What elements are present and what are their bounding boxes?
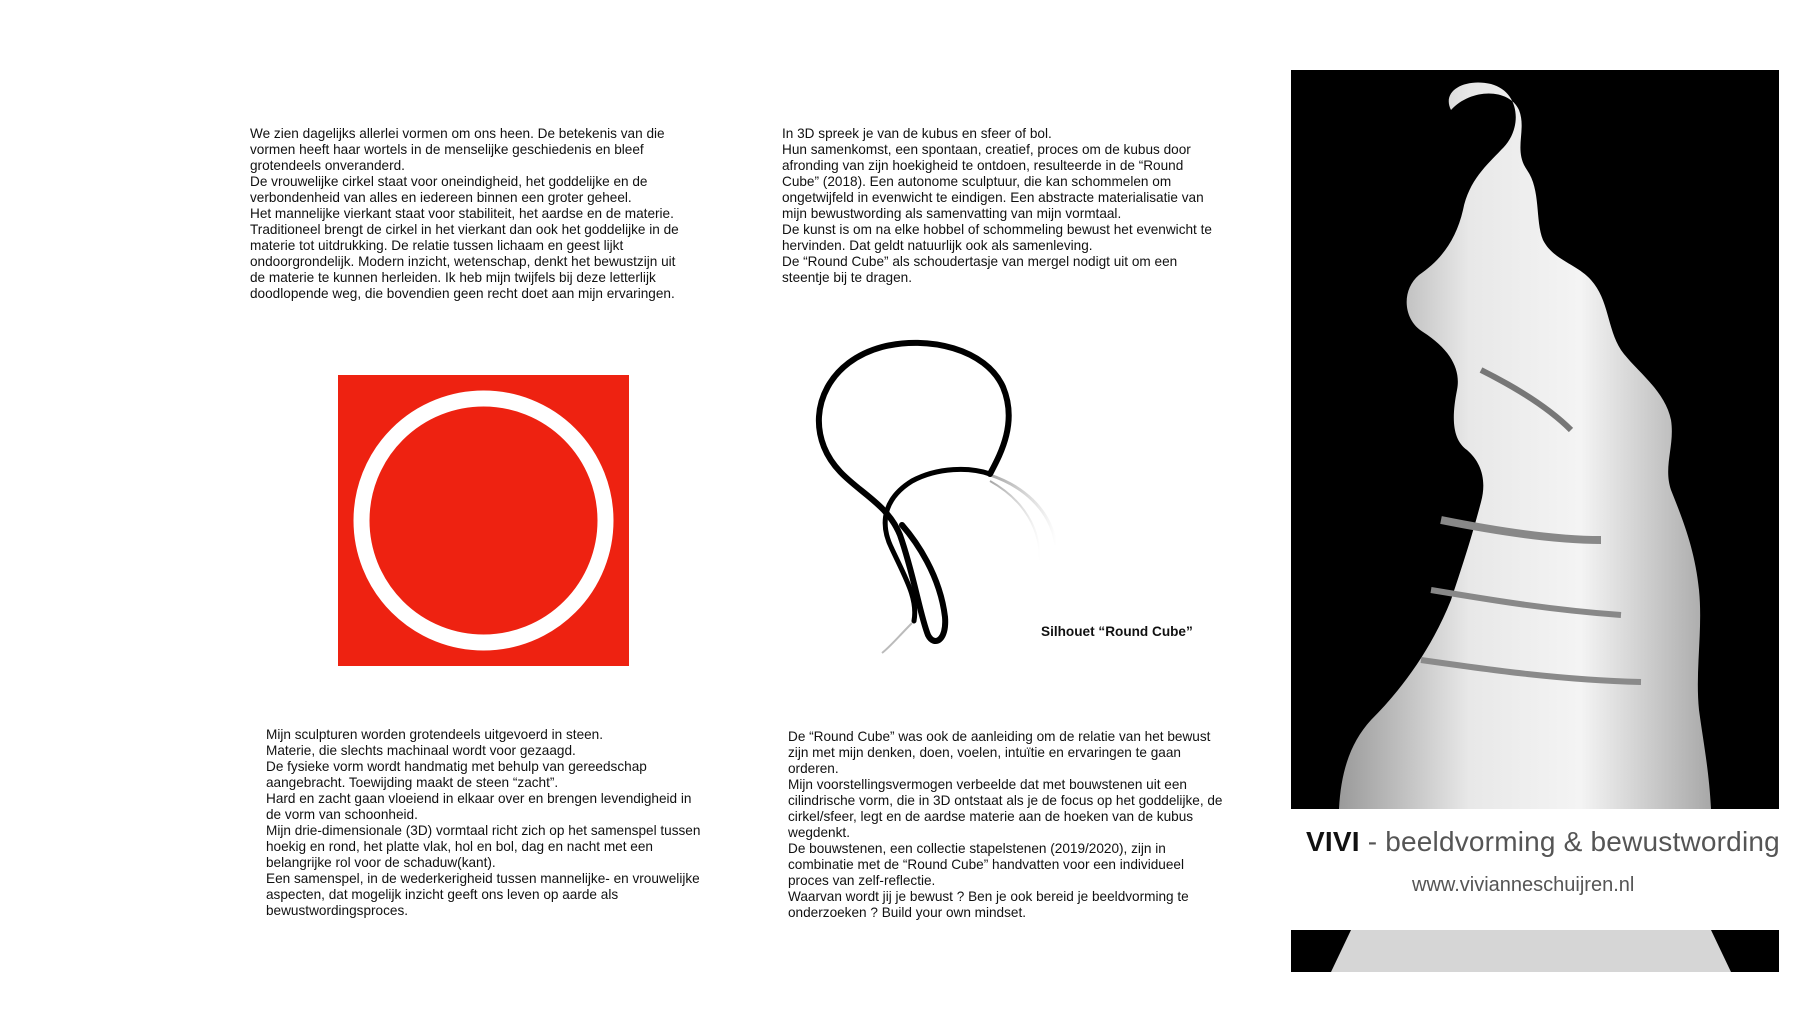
sculpture-photo [1291, 70, 1779, 809]
brand-url: www.vivianneschuijren.nl [1412, 874, 1635, 896]
intro-text [250, 126, 690, 302]
round-cube-paragraph: In 3D spreek je van de kubus en sfeer of bol. [782, 126, 1052, 141]
sculptures-paragraph: De fysieke vorm wordt handmatig met behulp van gereedschap aangebracht. Toewijding maakt de steen “zacht”. [266, 759, 647, 790]
intro-paragraph: We zien dagelijks allerlei vormen om ons heen. De betekenis van die vormen heeft haar wortels in de menselijke geschiedenis en bleef grotendeels onveranderd. [250, 126, 665, 173]
intro-paragraph: De vrouwelijke cirkel staat voor oneindigheid, het goddelijke en de verbondenheid van alles en iedereen binnen een groter geheel. [250, 174, 648, 205]
round-cube-paragraph: Hun samenkomst, een spontaan, creatief, proces om de kubus door afronding van zijn hoekigheid te ontdoen, resulteerde in de “Round Cube” (2018). Een autonome sculptuur, die kan schommelen om ongetwijfeld in evenwicht te eindigen. Een abstracte materialisatie van mijn bewustwording als samenvatting van mijn vormtaal. [782, 142, 1204, 221]
white-ring [362, 399, 606, 643]
intro-paragraph: Traditioneel brengt de cirkel in het vierkant dan ook het goddelijke in de materie tot uitdrukking. De relatie tussen lichaam en geest lijkt ondoorgrondelijk. Modern inzicht, wetenschap, denkt het bewustzijn uit de materie te kunnen herleiden. Ik heb mijn twijfels bij deze letterlijk doodlopende weg, die bovendien geen recht doet aan mijn ervaringen. [250, 222, 679, 301]
sculptures-paragraph: Mijn sculpturen worden grotendeels uitgevoerd in steen. [266, 727, 604, 742]
silhouette-caption: Silhouet “Round Cube” [1041, 624, 1193, 639]
circle-in-square-graphic [338, 375, 629, 666]
sculpture-body [1339, 82, 1711, 809]
mindset-paragraph: De bouwstenen, een collectie stapelstenen (2019/2020), zijn in combinatie met de “Round Cube” handvatten voor een individueel proces van zelf-reflectie. [788, 841, 1184, 888]
round-cube-silhouette [800, 335, 1110, 655]
sculpture-photo-base [1291, 930, 1779, 972]
sculptures-paragraph: Een samenspel, in de wederkerigheid tussen mannelijke- en vrouwelijke aspecten, dat mogelijk inzicht geeft ons leven op aarde als bewustwordingsproces. [266, 871, 700, 918]
silhouette-shadow [990, 481, 1040, 560]
sculptures-paragraph: Hard en zacht gaan vloeiend in elkaar over en brengen levendigheid in de vorm van schoonheid. [266, 791, 692, 822]
sculptures-paragraph: Mijn drie-dimensionale (3D) vormtaal richt zich op het samenspel tussen hoekig en rond, het platte vlak, hol en bol, dag en nacht met een belangrijke rol voor de schaduw(kant). [266, 823, 701, 870]
round-cube-intro-text [782, 126, 1222, 286]
silhouette-shadow [882, 623, 912, 653]
round-cube-paragraph: De kunst is om na elke hobbel of schommeling bewust het evenwicht te hervinden. Dat geldt natuurlijk ook als samenleving. [782, 222, 1212, 253]
brand-tagline-text: - beeldvorming & bewustwording [1359, 826, 1780, 857]
brand-tagline [1306, 826, 1780, 858]
sculpture-base [1331, 930, 1731, 972]
mindset-text [788, 729, 1228, 921]
sculptures-text [266, 727, 706, 919]
sculptures-paragraph: Materie, die slechts machinaal wordt voor gezaagd. [266, 743, 576, 758]
brand-name: VIVI [1306, 826, 1360, 857]
mindset-paragraph: De “Round Cube” was ook de aanleiding om de relatie van het bewust zijn met mijn denken, doen, voelen, intuïtie en ervaringen te gaan orderen. [788, 729, 1211, 776]
mindset-paragraph: Mijn voorstellingsvermogen verbeelde dat met bouwstenen uit een cilindrische vorm, die in 3D ontstaat als je de focus op het goddelijke, de cirkel/sfeer, legt en de aardse materie aan de hoeken van de kubus wegdenkt. [788, 777, 1223, 840]
round-cube-paragraph: De “Round Cube” als schoudertasje van mergel nodigt uit om een steentje bij te dragen. [782, 254, 1178, 285]
intro-paragraph: Het mannelijke vierkant staat voor stabiliteit, het aardse en de materie. [250, 206, 674, 221]
mindset-paragraph: Waarvan wordt jij je bewust ? Ben je ook bereid je beeldvorming te onderzoeken ? Build your own mindset. [788, 889, 1189, 920]
